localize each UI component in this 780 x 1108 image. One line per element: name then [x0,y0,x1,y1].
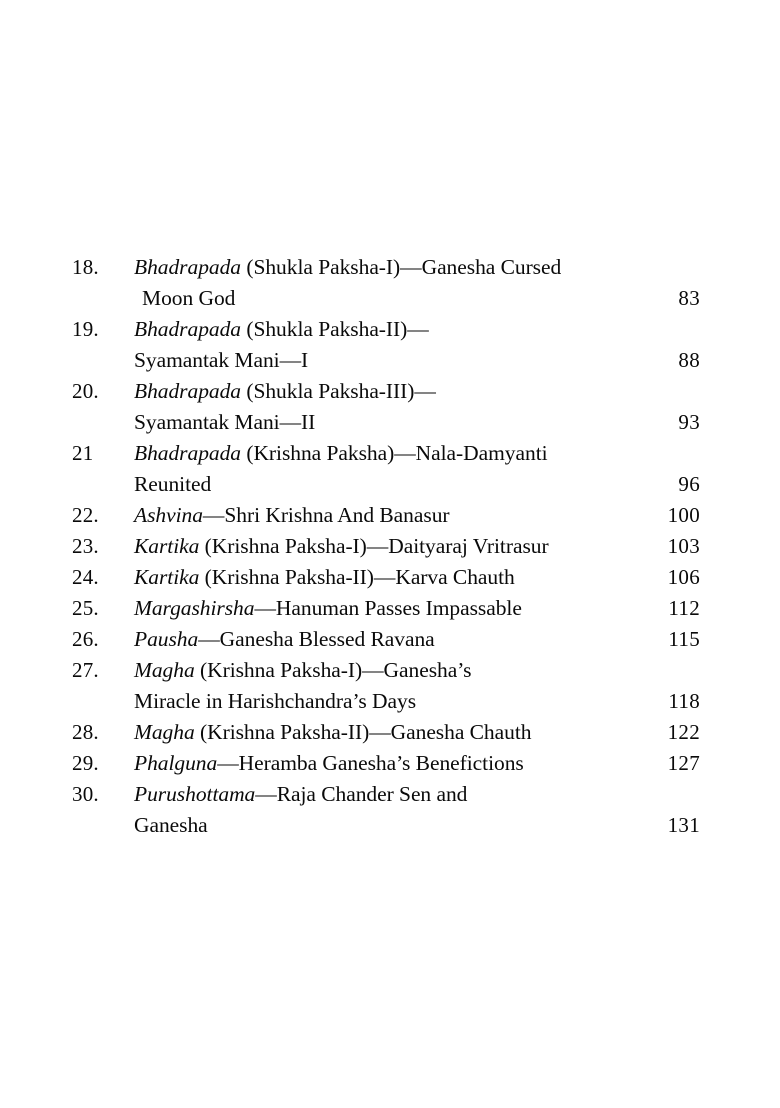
toc-entry[interactable] [72,779,708,841]
toc-entry[interactable] [72,252,708,314]
toc-entry[interactable] [72,717,708,748]
toc-entry-number: 30. [72,782,99,806]
toc-entry-number: 23. [72,534,99,558]
toc-entry-title-month: Bhadrapada [134,441,242,465]
toc-entry-title [134,717,531,748]
toc-entry-title [134,500,450,531]
toc-entry-title-rest: (Krishna Paksha-I)—Daityaraj Vritrasur [199,534,549,558]
toc-entry-title [134,438,548,469]
toc-entry-title-continued: Moon God [142,286,236,310]
toc-entry[interactable] [72,593,708,624]
toc-entry-title [134,562,515,593]
toc-entry-number: 22. [72,503,99,527]
toc-entry-page-number: 115 [668,627,700,651]
toc-entry[interactable] [72,376,708,438]
toc-entry[interactable] [72,562,708,593]
toc-entry-line [72,469,708,500]
toc-entry-title-continued: Miracle in Harishchandra’s Days [134,689,417,713]
toc-entry-page-number: 118 [668,689,700,713]
toc-entry-page-number: 131 [667,813,700,837]
toc-entry-page-number: 100 [667,503,700,527]
toc-entry-title-rest: (Krishna Paksha)—Nala-Damyanti [241,441,548,465]
toc-entry-number: 27. [72,658,99,682]
toc-entry-line [72,376,708,407]
toc-entry-title-rest: (Krishna Paksha-II)—Karva Chauth [199,565,515,589]
toc-entry-page-number: 88 [678,348,700,372]
toc-entry-line [72,283,708,314]
toc-entry-page-number: 93 [678,410,700,434]
toc-entry-title-month: Purushottama [134,782,256,806]
toc-entry-title-rest: (Krishna Paksha-I)—Ganesha’s [194,658,472,682]
toc-entry-number: 26. [72,627,99,651]
toc-entry-title-rest: —Shri Krishna And Banasur [202,503,450,527]
toc-entry-title-continued: Syamantak Mani—II [134,410,316,434]
toc-entry-page-number: 127 [667,751,700,775]
toc-entry-line [72,252,708,283]
toc-entry-line [72,748,708,779]
toc-entry-title-month: Bhadrapada [134,317,242,341]
toc-entry-title-rest: —Hanuman Passes Impassable [254,596,522,620]
toc-entry-title [134,748,524,779]
toc-entry-title [134,655,471,686]
toc-entry-title [134,593,522,624]
toc-entry-number: 18. [72,255,99,279]
toc-entry-page-number: 112 [668,596,700,620]
toc-entry-title-rest: —Raja Chander Sen and [255,782,468,806]
toc-entry-line [72,314,708,345]
toc-entry-line [72,500,708,531]
toc-entry-title [134,779,467,810]
toc-entry-title-continued: Reunited [134,472,212,496]
toc-entry-number: 29. [72,751,99,775]
toc-entry-title-rest: (Shukla Paksha-II)— [241,317,429,341]
toc-entry-title [134,376,436,407]
toc-entry-title [134,624,435,655]
toc-entry-title-rest: —Heramba Ganesha’s Benefictions [217,751,524,775]
toc-entry-title-month: Phalguna [134,751,218,775]
toc-entry-title-rest: (Shukla Paksha-I)—Ganesha Cursed [241,255,562,279]
toc-entry-number: 20. [72,379,99,403]
toc-entry[interactable] [72,655,708,717]
toc-entry-title-month: Ashvina [134,503,203,527]
toc-entry-title-month: Kartika [134,534,200,558]
toc-entry-line [72,345,708,376]
toc-entry-title-month: Margashirsha [134,596,255,620]
toc-entry-title [134,252,561,283]
toc-entry-line [72,624,708,655]
toc-entry-title-month: Magha [134,720,195,744]
toc-entry-line [72,593,708,624]
toc-entry-line [72,407,708,438]
toc-entry-number: 24. [72,565,99,589]
toc-entry-line [72,438,708,469]
toc-entry-page-number: 83 [678,286,700,310]
table-of-contents [72,252,708,841]
toc-entry-title-month: Bhadrapada [134,255,242,279]
toc-entry-title [134,314,429,345]
toc-entry[interactable] [72,500,708,531]
toc-entry-title-rest: (Krishna Paksha-II)—Ganesha Chauth [194,720,532,744]
toc-entry-line [72,717,708,748]
toc-entry[interactable] [72,314,708,376]
toc-entry-title-month: Pausha [134,627,199,651]
toc-entry-page-number: 103 [667,534,700,558]
toc-entry-title-rest: (Shukla Paksha-III)— [241,379,436,403]
toc-entry-line [72,810,708,841]
toc-entry-line [72,531,708,562]
toc-entry-page-number: 106 [667,565,700,589]
toc-entry-page-number: 122 [667,720,700,744]
toc-entry-line [72,686,708,717]
toc-entry-title-month: Bhadrapada [134,379,242,403]
toc-entry-page-number: 96 [678,472,700,496]
toc-entry[interactable] [72,624,708,655]
toc-entry-title-month: Magha [134,658,195,682]
toc-entry[interactable] [72,531,708,562]
toc-entry-line [72,779,708,810]
toc-entry-title-rest: —Ganesha Blessed Ravana [198,627,435,651]
toc-entry-title-continued: Syamantak Mani—I [134,348,309,372]
toc-entry-line [72,562,708,593]
toc-entry-number: 28. [72,720,99,744]
toc-entry-title-month: Kartika [134,565,200,589]
toc-entry-number: 25. [72,596,99,620]
toc-entry-title-continued: Ganesha [134,813,208,837]
toc-entry-number: 19. [72,317,99,341]
toc-entry-title [134,531,549,562]
toc-entry-number: 21 [72,441,94,465]
toc-entry[interactable] [72,748,708,779]
toc-entry[interactable] [72,438,708,500]
toc-entry-line [72,655,708,686]
